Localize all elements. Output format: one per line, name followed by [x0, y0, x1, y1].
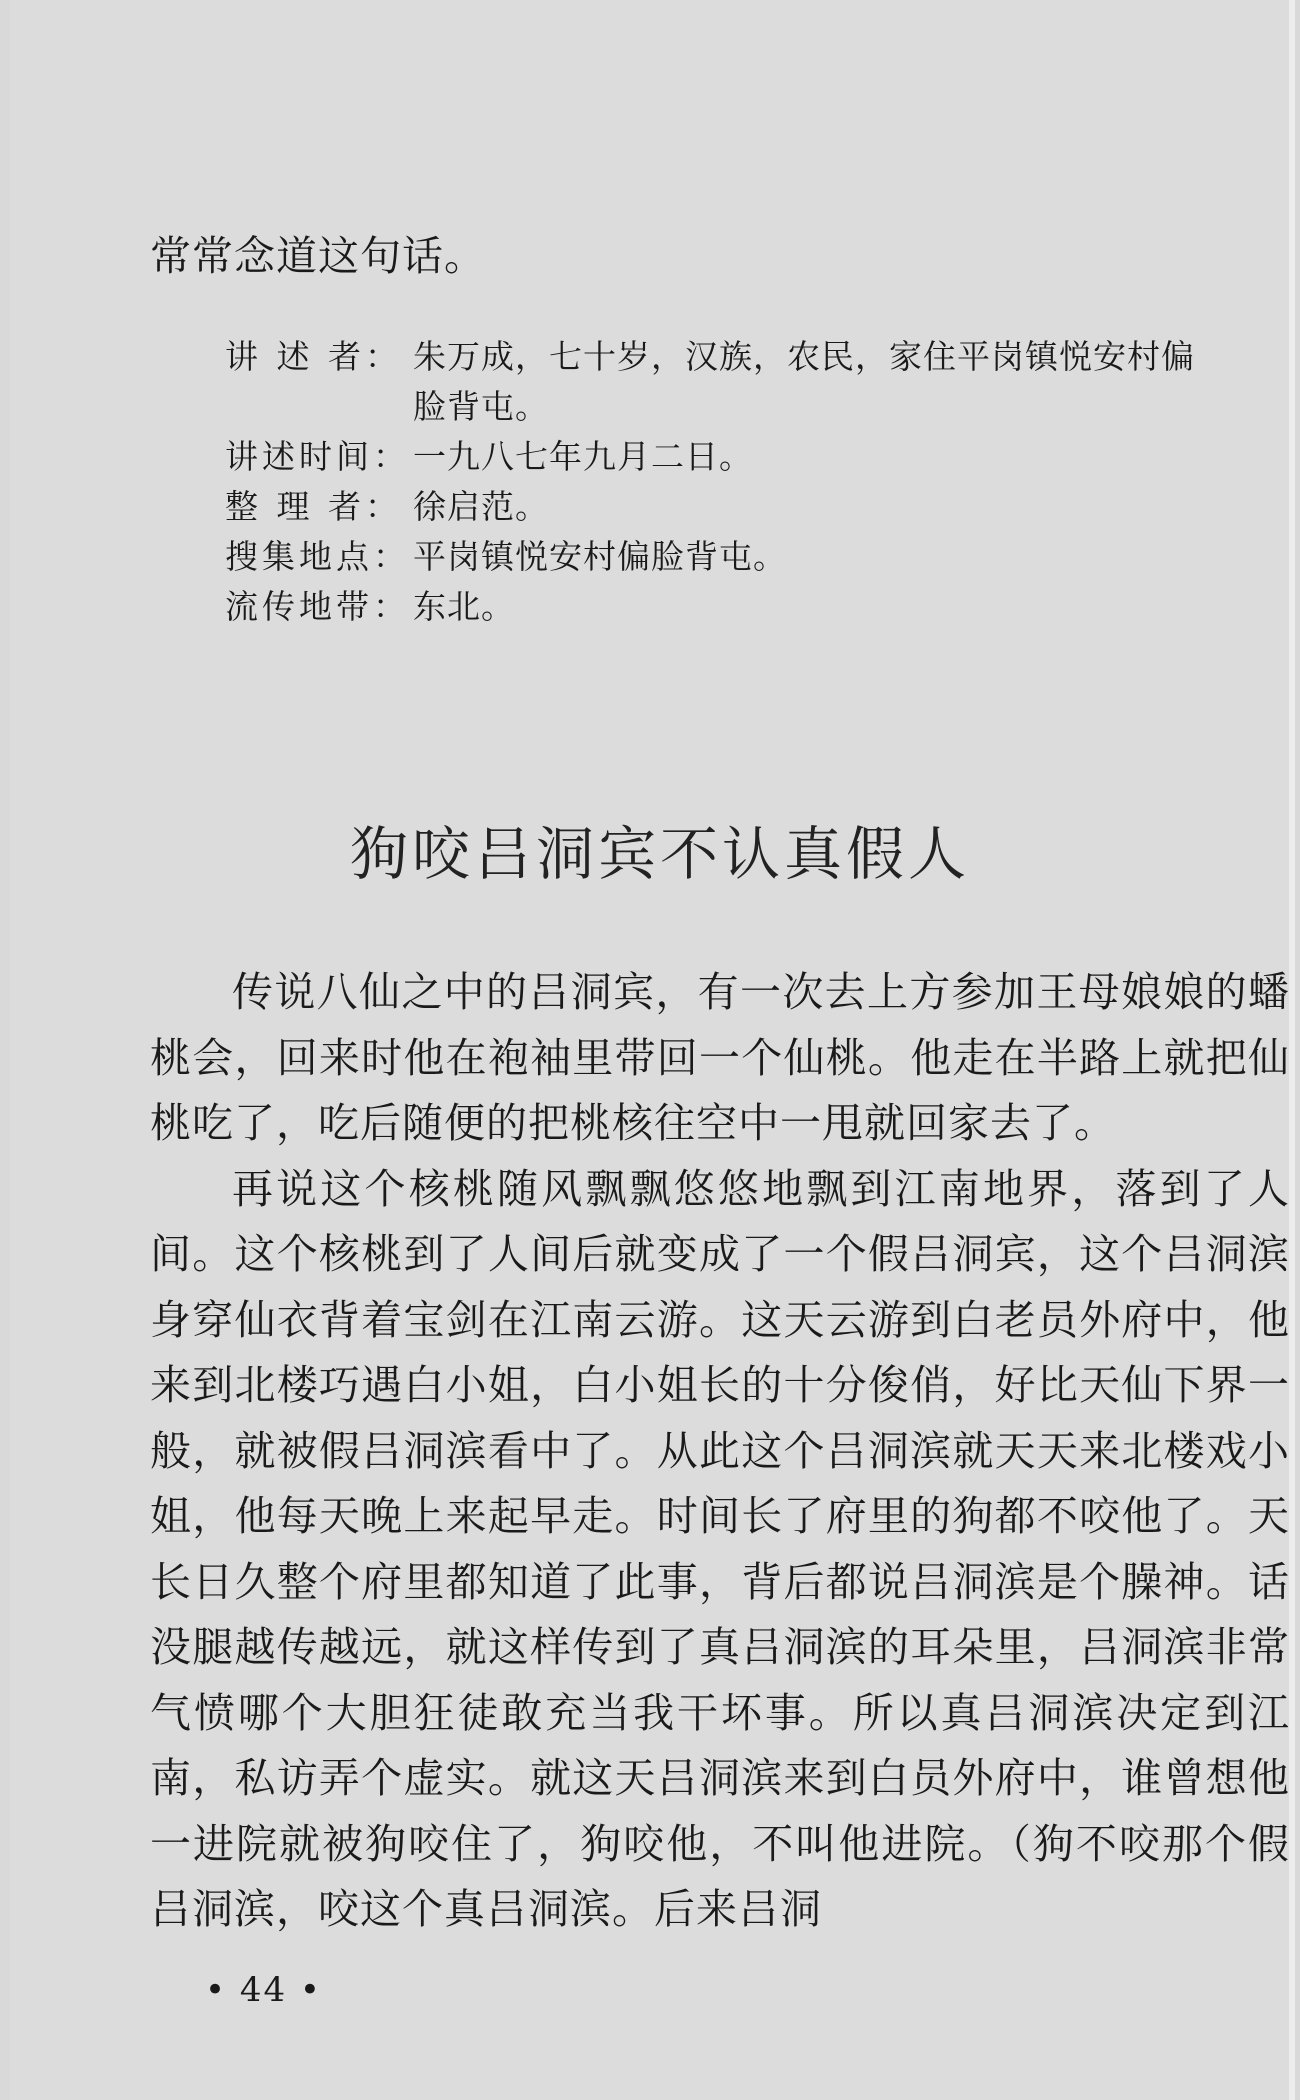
story-title: 狗咬吕洞宾不认真假人	[349, 820, 970, 888]
meta-key: 讲述时间：	[225, 437, 410, 476]
meta-key: 流传地带：	[225, 587, 410, 626]
paragraph: 再说这个核桃随风飘飘悠悠地飘到江南地界，落到了人间。这个核桃到了人间后就变成了一个假吕洞宾，这个吕洞滨身穿仙衣背着宝剑在江南云游。这天云游到白老员外府中，他来到北楼巧遇白小姐，白小姐长的十分俊俏，好比天仙下界一般，就被假吕洞滨看中了。从此这个吕洞滨就天天来北楼戏小姐，他每天晚上来起早走。时间长了府里的狗都不咬他了。天长日久整个府里都知道了此事，背后都说吕洞滨是个臊神。话没腿越传越远，就这样传到了真吕洞滨的耳朵里，吕洞滨非常气愤哪个大胆狂徒敢充当我干坏事。所以真吕洞滨决定到江南，私访弄个虚实。就这天吕洞滨来到白员外府中，谁曾想他一进院就被狗咬住了，狗咬他，不叫他进院。（狗不咬那个假吕洞滨，咬这个真吕洞滨。后来吕洞	[150, 1164, 1290, 1933]
meta-key: 整 理 者：	[225, 487, 402, 526]
meta-row	[225, 482, 1285, 532]
meta-value: 一九八七年九月二日。	[413, 437, 753, 476]
meta-row	[225, 532, 1285, 582]
paragraph: 传说八仙之中的吕洞宾，有一次去上方参加王母娘娘的蟠桃会，回来时他在袍袖里带回一个仙桃。他走在半路上就把仙桃吃了，吃后随便的把桃核往空中一甩就回家去了。	[150, 968, 1290, 1147]
meta-key: 搜集地点：	[225, 537, 410, 576]
book-page	[10, 0, 1295, 2100]
page-number: • 44 •	[205, 1970, 322, 2010]
narrator-metadata	[225, 332, 1285, 632]
meta-row	[225, 332, 1285, 382]
meta-value: 朱万成，七十岁，汉族，农民，家住平岗镇悦安村偏	[413, 337, 1195, 376]
meta-row	[225, 582, 1285, 632]
lead-line: 常常念道这句话。	[150, 232, 486, 280]
story-body	[150, 960, 1290, 1943]
meta-value: 徐启范。	[413, 487, 549, 526]
meta-key	[225, 382, 413, 432]
meta-row	[225, 432, 1285, 482]
meta-row	[225, 382, 1285, 432]
meta-value: 东北。	[413, 587, 515, 626]
meta-value: 脸背屯。	[413, 387, 549, 426]
meta-key: 讲 述 者：	[225, 337, 402, 376]
meta-value: 平岗镇悦安村偏脸背屯。	[413, 537, 787, 576]
